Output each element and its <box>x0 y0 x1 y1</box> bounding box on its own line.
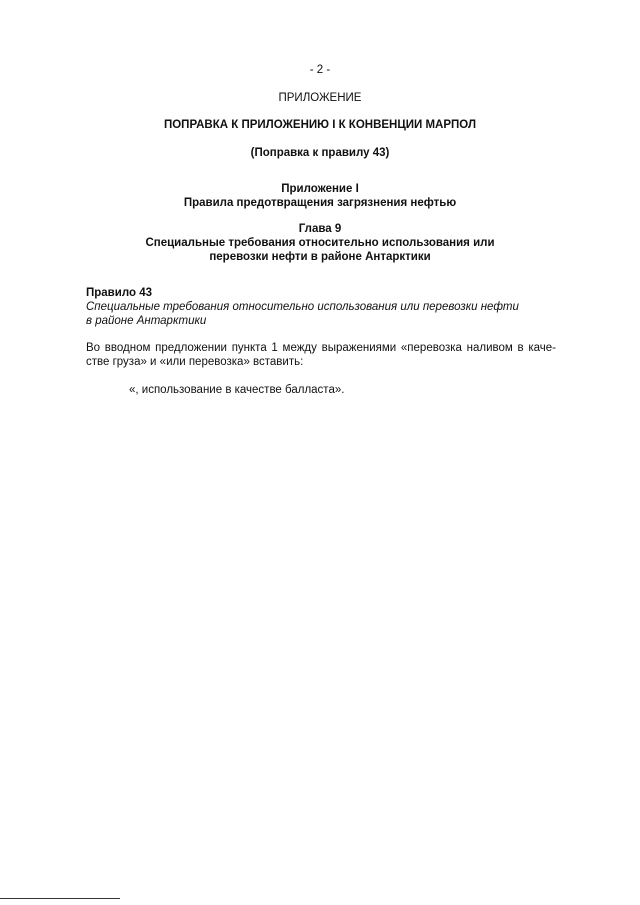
annex-heading: ПРИЛОЖЕНИЕ <box>278 92 362 104</box>
chapter-title-line1: Специальные требования относительно использования или <box>145 237 495 249</box>
regulation-label: Правило 43 <box>86 287 152 299</box>
regulation-title-line1: Специальные требования относительно использования или перевозки нефти <box>86 301 519 313</box>
inserted-text: «, использование в качестве балласта». <box>129 384 345 396</box>
chapter-title-line2: перевозки нефти в районе Антарктики <box>209 251 431 263</box>
body-paragraph: Во вводном предложении пункта 1 между выражениями «перевозка наливом в каче-стве груза» и «или перевозка» вставить: <box>86 342 556 368</box>
page-number: - 2 - <box>309 64 331 76</box>
amendment-title: ПОПРАВКА К ПРИЛОЖЕНИЮ I К КОНВЕНЦИИ МАРПОЛ <box>163 119 477 131</box>
chapter-label: Глава 9 <box>298 223 342 235</box>
annex-name: Правила предотвращения загрязнения нефтью <box>183 197 457 209</box>
footer-rule <box>0 898 120 899</box>
amendment-subtitle: (Поправка к правилу 43) <box>250 147 390 159</box>
regulation-title-line2: в районе Антарктики <box>86 315 207 327</box>
annex-label: Приложение I <box>281 183 359 195</box>
